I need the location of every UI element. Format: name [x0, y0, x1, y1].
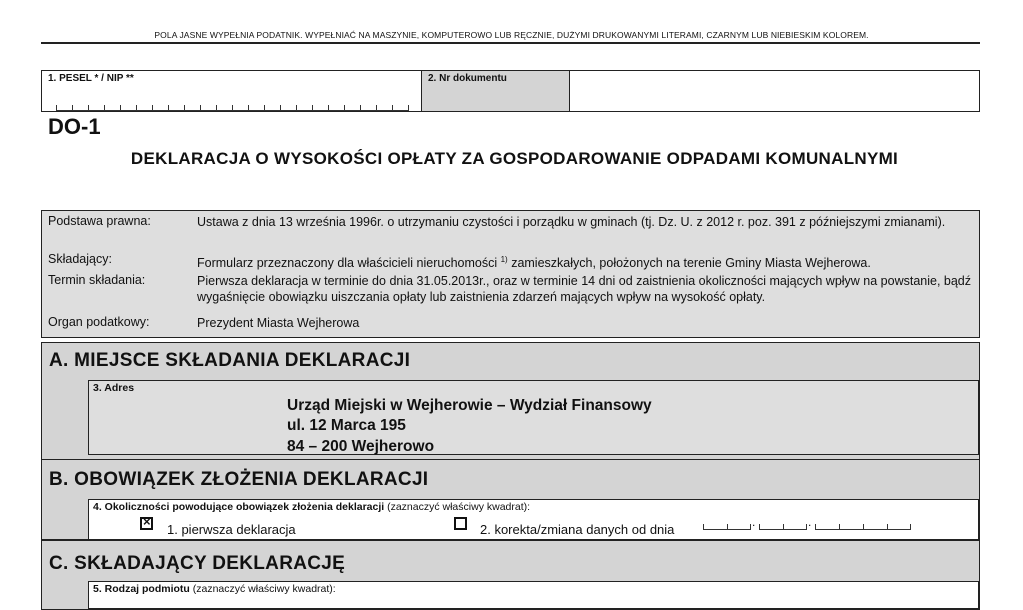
- digit-separator: [360, 105, 361, 110]
- entity-type-field: [88, 581, 979, 609]
- digit-separator: [168, 105, 169, 110]
- entity-type-label: 5. Rodzaj podmiotu (zaznaczyć właściwy kwadrat):: [93, 583, 336, 595]
- section-a-title: A. MIEJSCE SKŁADANIA DEKLARACJI: [49, 350, 411, 371]
- pesel-field[interactable]: [42, 71, 421, 111]
- digit-separator: [264, 105, 265, 110]
- digit-separator: [248, 105, 249, 110]
- section-b: [41, 459, 980, 540]
- obligation-field: [88, 499, 979, 540]
- digit-separator: [72, 105, 73, 110]
- digit-separator: [88, 105, 89, 110]
- digit-separator: [727, 524, 728, 529]
- digit-separator: [910, 524, 911, 529]
- form-title: DEKLARACJA O WYSOKOŚCI OPŁATY ZA GOSPODAROWANIE ODPADAMI KOMUNALNYMI: [130, 149, 899, 168]
- address-line: Urząd Miejski w Wejherowie – Wydział Finansowy: [287, 397, 652, 414]
- doc-number-label: 2. Nr dokumentu: [428, 73, 507, 84]
- id-fields-row: [41, 70, 980, 112]
- obligation-label: 4. Okoliczności powodujące obowiązek złożenia deklaracji (zaznaczyć właściwy kwadrat):: [93, 501, 531, 513]
- correction-checkbox[interactable]: [454, 517, 467, 530]
- digit-separator: [392, 105, 393, 110]
- digit-separator: [120, 105, 121, 110]
- date-digit-group: [703, 524, 751, 530]
- section-c-title: C. SKŁADAJĄCY DEKLARACJĘ: [49, 553, 346, 574]
- digit-separator: [200, 105, 201, 110]
- digit-separator: [328, 105, 329, 110]
- correction-label: 2. korekta/zmiana danych od dnia: [480, 522, 675, 537]
- digit-separator: [216, 105, 217, 110]
- address-label: 3. Adres: [93, 382, 135, 394]
- digit-separator: [806, 524, 807, 529]
- pesel-digit-boxes[interactable]: [56, 105, 409, 111]
- basis-value: Ustawa z dnia 13 września 1996r. o utrzymaniu czystości i porządku w gminach (tj. Dz. U. z 2012 r. poz. 391 z późniejszymi zmianami).: [197, 215, 946, 229]
- basis-value: Formularz przeznaczony dla właścicieli nieruchomości $^{1)}$ zamieszkałych, położonych na terenie Gminy Miasta Wejherowa.: [197, 255, 871, 271]
- basis-key: Składający:: [48, 252, 112, 266]
- basis-value: Prezydent Miasta Wejherowa: [197, 316, 360, 330]
- section-c: [41, 540, 980, 610]
- doc-number-field[interactable]: [570, 71, 979, 111]
- digit-separator: [344, 105, 345, 110]
- digit-separator: [376, 105, 377, 110]
- digit-separator: [863, 524, 864, 529]
- date-digit-group: [815, 524, 911, 530]
- digit-separator: [750, 524, 751, 529]
- address-line: 84 – 200 Wejherowo: [287, 438, 435, 455]
- date-separator: .: [808, 515, 812, 529]
- basis-value: Pierwsza deklaracja w terminie do dnia 31.05.2013r., oraz w terminie 14 dni od zaistnienia okoliczności mających wpływ na powstanie, bądź wygaśnięcie obowiązku uiszczania opłaty lub zaistnienia zdarzeń mających wpływ na wysokość opłaty.: [197, 274, 972, 304]
- digit-separator: [839, 524, 840, 529]
- digit-separator: [232, 105, 233, 110]
- digit-separator: [759, 524, 760, 529]
- address-field: [88, 380, 979, 455]
- pesel-label: 1. PESEL * / NIP **: [48, 73, 134, 84]
- digit-separator: [104, 105, 105, 110]
- date-digit-group: [759, 524, 807, 530]
- digit-separator: [184, 105, 185, 110]
- first-declaration-checkbox[interactable]: [140, 517, 153, 530]
- legal-basis-box: [41, 210, 980, 338]
- digit-separator: [312, 105, 313, 110]
- first-declaration-label: 1. pierwsza deklaracja: [167, 522, 296, 537]
- digit-separator: [887, 524, 888, 529]
- digit-separator: [408, 105, 409, 110]
- digit-separator: [815, 524, 816, 529]
- doc-number-label-cell: [421, 71, 570, 111]
- section-b-title: B. OBOWIĄZEK ZŁOŻENIA DEKLARACJI: [49, 469, 429, 490]
- basis-key: Organ podatkowy:: [48, 315, 150, 329]
- form-code: DO-1: [48, 114, 101, 139]
- digit-separator: [136, 105, 137, 110]
- form-instructions: POLA JASNE WYPEŁNIA PODATNIK. WYPEŁNIAĆ NA MASZYNIE, KOMPUTEROWO LUB RĘCZNIE, DUŻYMI DRUKOWANYMI LITERAMI, CZARNYM LUB NIEBIESKIM KOLOREM.: [154, 30, 869, 40]
- basis-key: Podstawa prawna:: [48, 214, 151, 228]
- basis-key: Termin składania:: [48, 273, 146, 287]
- date-separator: .: [752, 515, 756, 529]
- header-divider: [41, 42, 980, 44]
- section-a: [41, 342, 980, 460]
- digit-separator: [703, 524, 704, 529]
- digit-separator: [783, 524, 784, 529]
- digit-separator: [296, 105, 297, 110]
- digit-separator: [152, 105, 153, 110]
- digit-separator: [280, 105, 281, 110]
- address-line: ul. 12 Marca 195: [287, 417, 406, 434]
